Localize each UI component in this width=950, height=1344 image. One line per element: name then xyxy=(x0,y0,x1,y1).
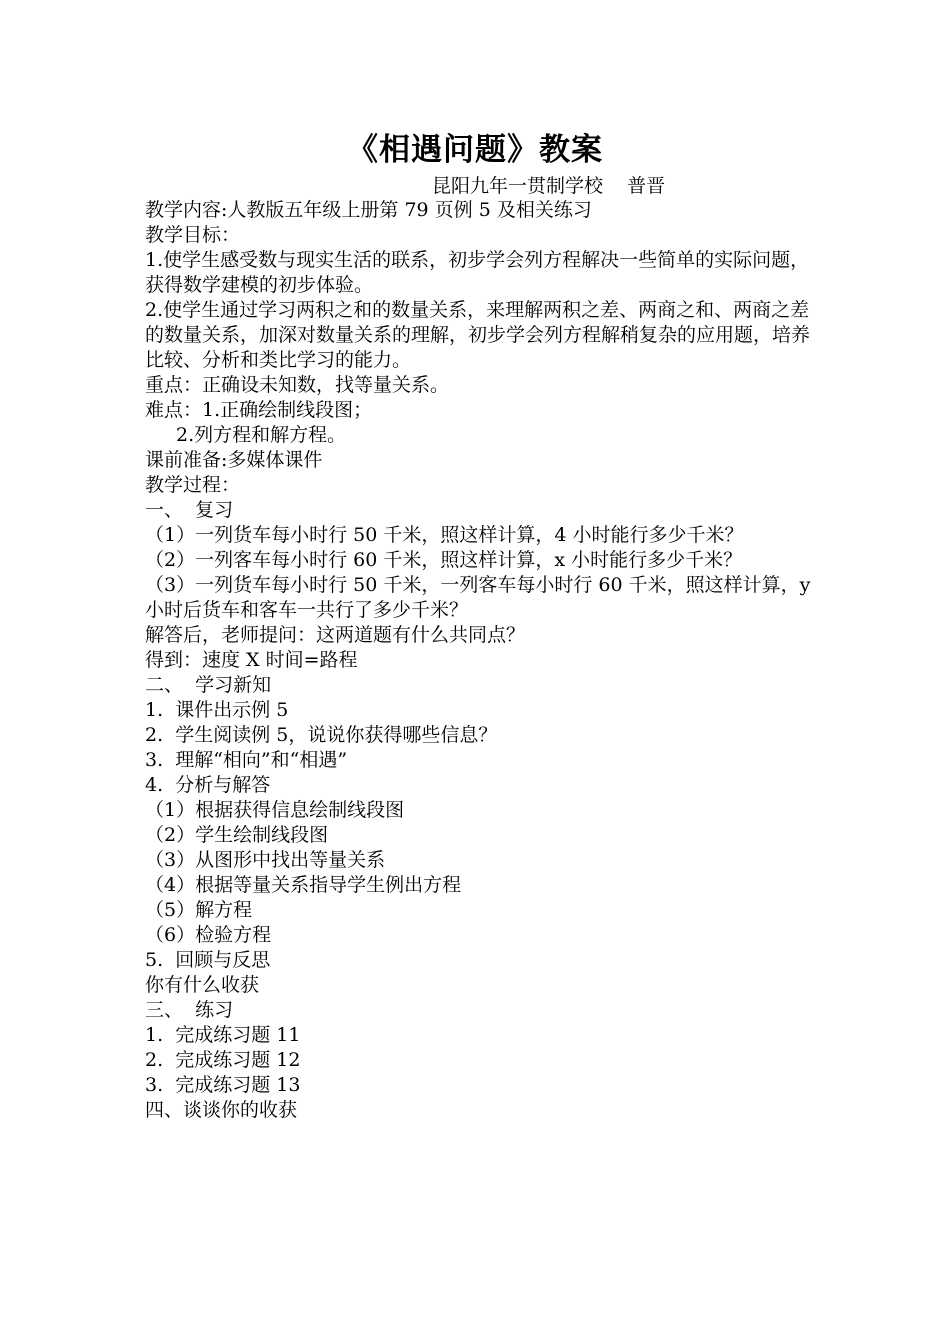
author-line: 昆阳九年一贯制学校 普晋 xyxy=(432,175,666,197)
new-item-1: 1. 课件出示例 5 xyxy=(145,699,289,721)
sub-item-3: （3）从图形中找出等量关系 xyxy=(145,849,386,871)
sub-item-6: （6）检验方程 xyxy=(145,924,272,946)
result-formula: 得到：速度 X 时间=路程 xyxy=(145,649,358,671)
sub-item-5: （5）解方程 xyxy=(145,899,253,921)
sub-item-2: （2）学生绘制线段图 xyxy=(145,824,329,846)
goal-2: 2.使学生通过学习两积之和的数量关系，来理解两积之差、两商之和、两商之差的数量关系，加深对数量关系的理解，初步学会列方程解稍复杂的应用题，培养比较、分析和类比学习的能力。 xyxy=(145,299,811,371)
goal-1: 1.使学生感受数与现实生活的联系，初步学会列方程解决一些简单的实际问题，获得数学建模的初步体验。 xyxy=(145,249,810,296)
new-item-3: 3. 理解“相向”和“相遇” xyxy=(145,749,348,771)
new-item-5: 5. 回顾与反思 xyxy=(145,949,271,971)
gain-question: 你有什么收获 xyxy=(145,974,260,996)
teacher-question: 解答后，老师提问：这两道题有什么共同点？ xyxy=(145,624,526,646)
difficulty-2: 2.列方程和解方程。 xyxy=(176,424,347,446)
exercise-item-1: 1. 完成练习题 11 xyxy=(145,1024,301,1046)
review-item-1: （1）一列货车每小时行 50 千米，照这样计算，4 小时能行多少千米？ xyxy=(145,524,744,546)
document-title: 《相遇问题》教案 xyxy=(347,132,603,168)
sub-item-4: （4）根据等量关系指导学生例出方程 xyxy=(145,874,462,896)
review-item-3: （3）一列货车每小时行 50 千米，一列客车每小时行 60 千米，照这样计算，y 小时后货车和客车一共行了多少千米？ xyxy=(145,574,817,621)
key-point: 重点：正确设未知数，找等量关系。 xyxy=(145,374,450,396)
document-body xyxy=(145,198,817,1123)
exercise-item-3: 3. 完成练习题 13 xyxy=(145,1074,301,1096)
sub-item-1: （1）根据获得信息绘制线段图 xyxy=(145,799,405,821)
new-item-2: 2. 学生阅读例 5，说说你获得哪些信息？ xyxy=(145,724,498,746)
preparation: 课前准备:多媒体课件 xyxy=(145,449,323,471)
review-item-2: （2）一列客车每小时行 60 千米，照这样计算，x 小时能行多少千米？ xyxy=(145,549,743,571)
goals-heading: 教学目标： xyxy=(145,224,241,246)
section-new-knowledge-heading: 二、 学习新知 xyxy=(145,674,272,696)
difficulty-1: 难点：1.正确绘制线段图； xyxy=(145,399,373,421)
new-item-4: 4. 分析与解答 xyxy=(145,774,271,796)
exercise-item-2: 2. 完成练习题 12 xyxy=(145,1049,301,1071)
section-gains-heading: 四、谈谈你的收获 xyxy=(145,1099,298,1121)
process-heading: 教学过程： xyxy=(145,474,241,496)
teaching-content: 教学内容:人教版五年级上册第 79 页例 5 及相关练习 xyxy=(145,199,592,221)
section-practice-heading: 三、 练习 xyxy=(145,999,234,1021)
section-review-heading: 一、 复习 xyxy=(145,499,234,521)
